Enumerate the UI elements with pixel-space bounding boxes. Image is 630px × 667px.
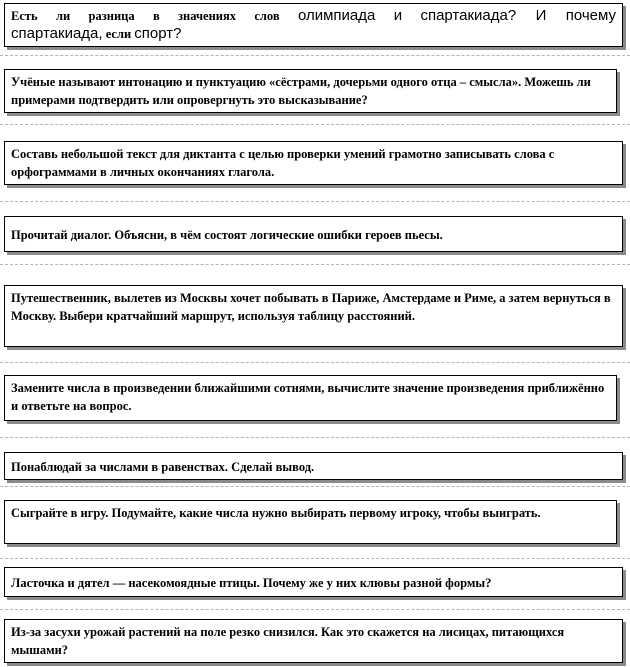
separator <box>0 124 630 125</box>
task-card-5 <box>4 285 623 347</box>
task-1-text-a: Есть ли разница в значениях слов <box>11 9 280 23</box>
task-8-text: Сыграйте в игру. Подумайте, какие числа нужно выбирать первому игроку, чтобы выиграть. <box>11 506 541 520</box>
task-2-text: Учёные называют интонацию и пунктуацию «сёстрами, дочерьми одного отца – смысла». Можешь ли примерами подтвердить или опровергнуть это высказывание? <box>11 75 591 107</box>
task-7-text: Понаблюдай за числами в равенствах. Сделай вывод. <box>11 460 315 474</box>
task-card-3 <box>4 141 623 185</box>
separator <box>0 609 630 610</box>
task-1-line-1 <box>11 7 616 25</box>
task-1-text-g: спорт? <box>134 25 182 42</box>
task-1-text-b: олимпиада <box>297 7 376 24</box>
separator <box>0 55 630 56</box>
task-1-text-d: спартакиада? И почему <box>420 7 617 24</box>
task-card-9 <box>4 567 623 597</box>
task-card-7 <box>4 452 623 480</box>
task-1-text-e: спартакиада, <box>11 25 103 42</box>
separator <box>0 201 630 202</box>
task-card-8 <box>4 500 617 544</box>
separator <box>0 437 630 438</box>
separator <box>0 362 630 363</box>
task-card-1 <box>4 3 623 47</box>
task-5-text: Путешественник, вылетев из Москвы хочет побывать в Париже, Амстердаме и Риме, а затем вернуться в Москву. Выбери кратчайший маршрут, используя таблицу расстояний. <box>11 291 611 323</box>
task-9-text: Ласточка и дятел — насекомоядные птицы. Почему же у них клювы разной формы? <box>11 576 492 590</box>
task-card-10 <box>4 619 623 663</box>
task-10-text: Из-за засухи урожай растений на поле резко снизился. Как это скажется на лисицах, питающихся мышами? <box>11 625 565 657</box>
task-card-4 <box>4 216 623 252</box>
separator <box>0 486 630 487</box>
task-card-2 <box>4 69 617 113</box>
task-1-text-c: и <box>393 7 403 24</box>
task-3-text: Составь небольшой текст для диктанта с целью проверки умений грамотно записывать слова с орфограммами в личных окончаниях глагола. <box>11 147 555 179</box>
separator <box>0 264 630 265</box>
task-6-text: Замените числа в произведении ближайшими сотнями, вычислите значение произведения приближённо и ответьте на вопрос. <box>11 381 605 413</box>
task-card-6 <box>4 375 617 421</box>
task-1-text-f: если <box>105 27 132 41</box>
separator <box>0 558 630 559</box>
task-1-line-2 <box>11 25 616 43</box>
task-4-text: Прочитай диалог. Объясни, в чём состоят логические ошибки героев пьесы. <box>11 228 443 242</box>
